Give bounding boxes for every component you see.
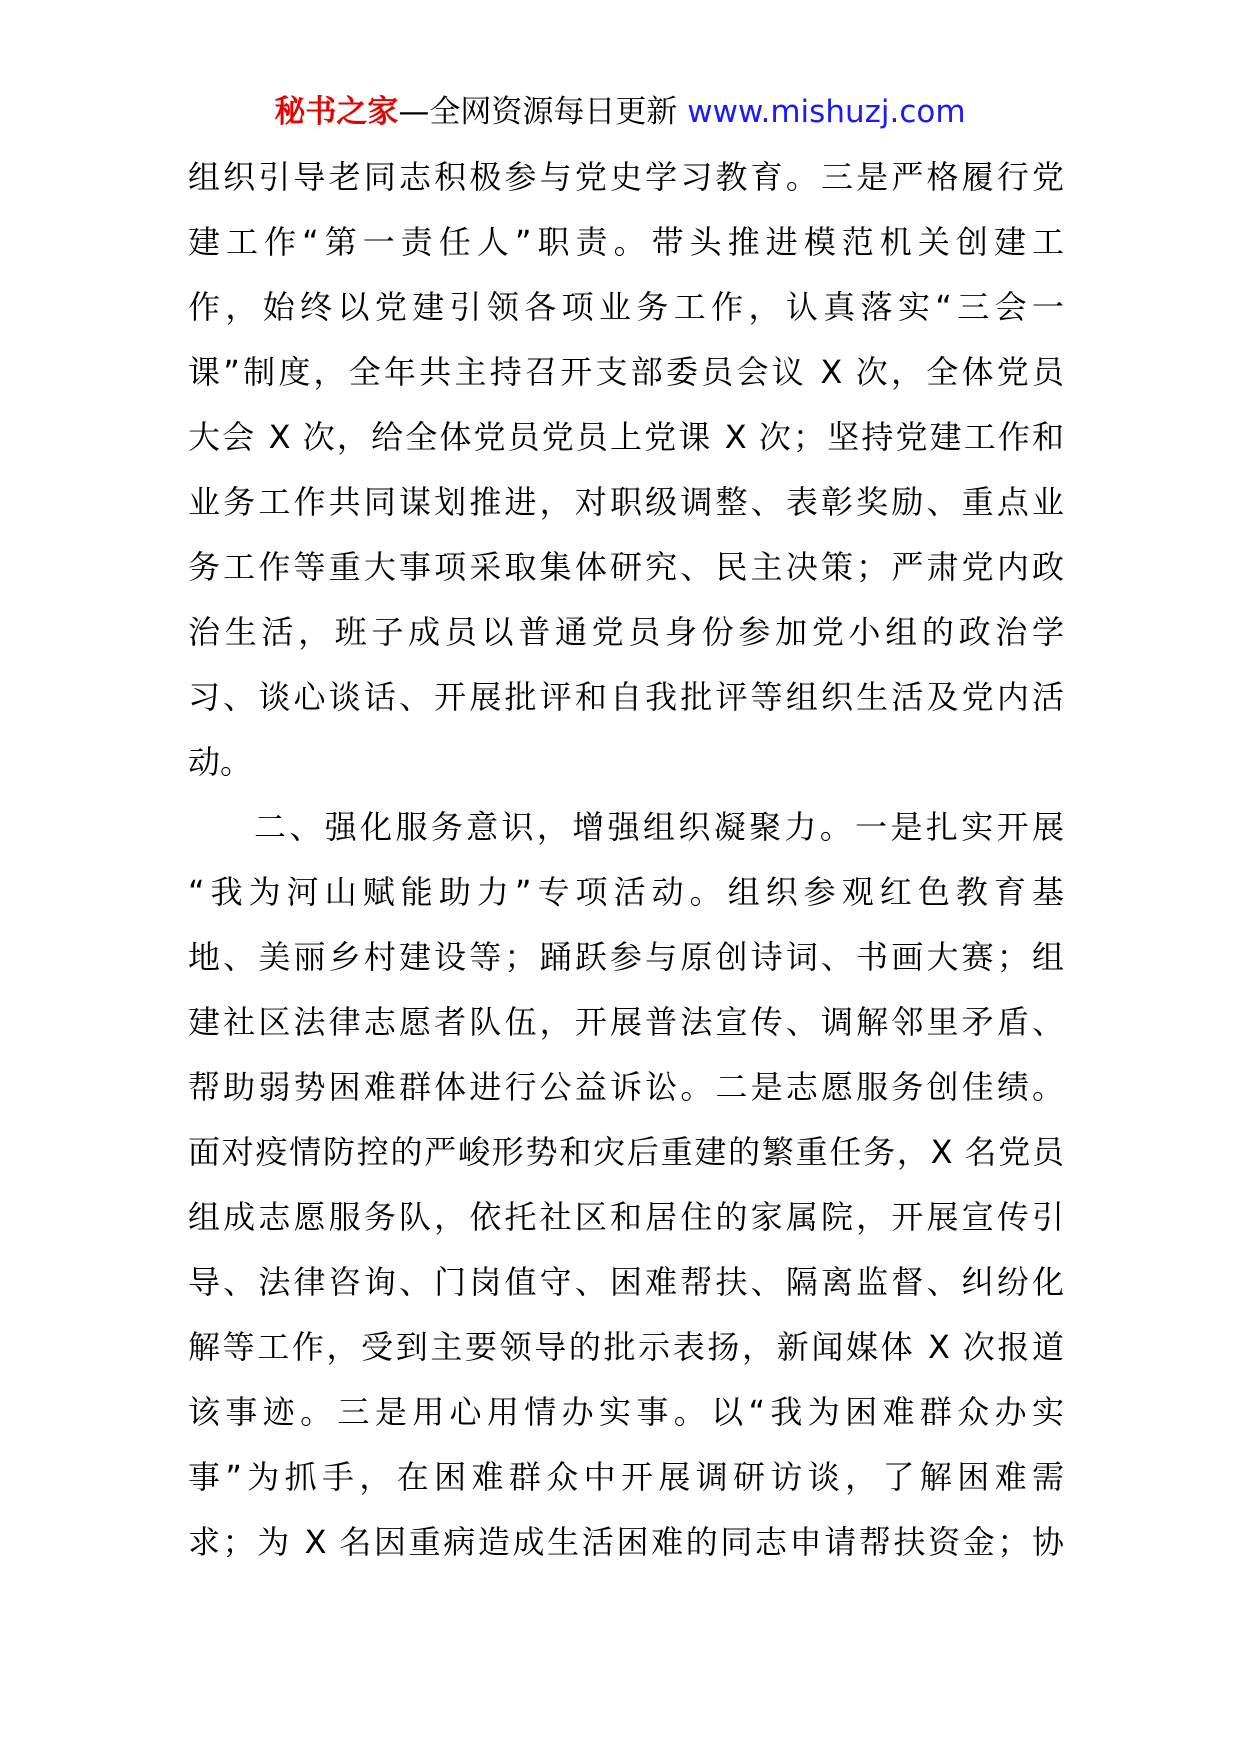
text-line: 治生活，班子成员以普通党员身份参加党小组的政治学 (188, 613, 1064, 651)
site-header (0, 92, 1240, 132)
text-line: 地、美丽乡村建设等；踊跃参与原创诗词、书画大赛；组 (188, 938, 1064, 976)
site-tagline: —全网资源每日更新 (398, 94, 688, 130)
text-line: 面对疫情防控的严峻形势和灾后重建的繁重任务，X 名党员 (188, 1133, 1064, 1171)
text-line: 该事迹。三是用心用情办实事。以“我为困难群众办实 (188, 1393, 1064, 1431)
section-heading-line: 二、强化服务意识，增强组织凝聚力。一是扎实开展 (254, 808, 1064, 846)
text-line: 组成志愿服务队，依托社区和居住的家属院，开展宣传引 (188, 1198, 1064, 1236)
text-line: 作，始终以党建引领各项业务工作，认真落实“三会一 (188, 288, 1064, 326)
text-line: 解等工作，受到主要领导的批示表扬，新闻媒体 X 次报道 (188, 1328, 1064, 1366)
text-line: 习、谈心谈话、开展批评和自我批评等组织生活及党内活 (188, 678, 1064, 716)
text-line: “我为河山赋能助力”专项活动。组织参观红色教育基 (188, 873, 1064, 911)
text-line: 组织引导老同志积极参与党史学习教育。三是严格履行党 (188, 158, 1064, 196)
paragraph-end-line: 动。 (188, 743, 253, 781)
document-body (188, 145, 1064, 1575)
text-line: 建工作“第一责任人”职责。带头推进模范机关创建工 (188, 223, 1064, 261)
text-line: 导、法律咨询、门岗值守、困难帮扶、隔离监督、纠纷化 (188, 1263, 1064, 1301)
text-line: 课”制度，全年共主持召开支部委员会议 X 次，全体党员 (188, 353, 1064, 391)
text-line: 求；为 X 名因重病造成生活困难的同志申请帮扶资金；协 (188, 1523, 1064, 1561)
text-line: 大会 X 次，给全体党员党员上党课 X 次；坚持党建工作和 (188, 418, 1064, 456)
text-line: 帮助弱势困难群体进行公益诉讼。二是志愿服务创佳绩。 (188, 1068, 1064, 1106)
site-brand: 秘书之家 (274, 94, 399, 130)
text-line: 业务工作共同谋划推进，对职级调整、表彰奖励、重点业 (188, 483, 1064, 521)
text-line: 建社区法律志愿者队伍，开展普法宣传、调解邻里矛盾、 (188, 1003, 1064, 1041)
text-line: 务工作等重大事项采取集体研究、民主决策；严肃党内政 (188, 548, 1064, 586)
text-line: 事”为抓手，在困难群众中开展调研访谈，了解困难需 (188, 1458, 1064, 1496)
site-url-link[interactable]: www.mishuzj.com (687, 94, 966, 130)
